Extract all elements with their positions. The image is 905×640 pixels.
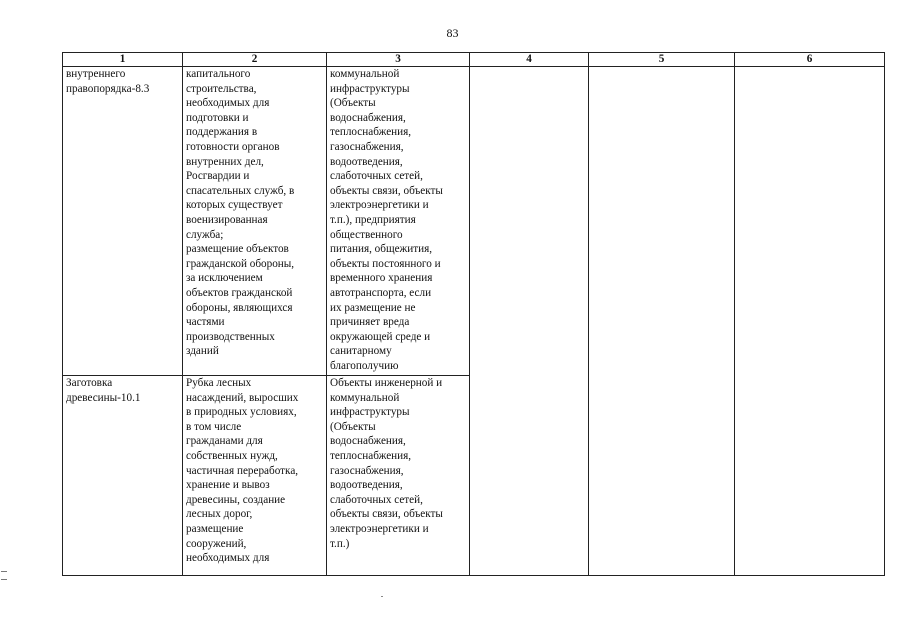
column-header-2: 2 <box>183 53 327 67</box>
table-cell-use-description <box>183 376 327 576</box>
table-cell-use-description <box>183 67 327 376</box>
table-cell-col5 <box>589 67 735 576</box>
table-cell-col4 <box>470 67 589 576</box>
cell-text: Рубка лесных насаждений, выросших в природных условиях, в том числе гражданами для собственных нужд, частичная переработка, хранение и вывоз древесины, создание лесных дорог, размещение сооружений, необходимых для <box>186 377 299 565</box>
cell-text: внутреннего правопорядка-8.3 <box>66 68 150 95</box>
table-cell-use-name <box>63 376 183 576</box>
cell-text: Объекты инженерной и коммунальной инфраструктуры (Объекты водоснабжения, теплоснабжения, газоснабжения, водоотведения, слаботочных сетей, объекты связи, объекты электроэнергетики и т.п.) <box>330 377 443 550</box>
scan-dot-mark <box>381 596 383 597</box>
table-cell-use-name <box>63 67 183 376</box>
land-use-table <box>62 52 885 576</box>
column-header-6: 6 <box>735 53 885 67</box>
table-cell-auxiliary-uses <box>327 67 470 376</box>
table-header-row <box>63 53 885 67</box>
page-number: 83 <box>446 26 459 40</box>
table-row <box>63 67 885 376</box>
scan-edge-mark <box>1 571 7 580</box>
column-header-3: 3 <box>327 53 470 67</box>
cell-text: капитального строительства, необходимых для подготовки и поддержания в готовности органов внутренних дел, Росгвардии и спасательных служб, в которых существует военизированная служба; размещение объектов гражданской обороны, за исключением объектов гражданской обороны, являющихся частями производственных зданий <box>186 68 295 358</box>
cell-text: Заготовка древесины-10.1 <box>66 377 141 404</box>
column-header-4: 4 <box>470 53 589 67</box>
column-header-1: 1 <box>63 53 183 67</box>
cell-text: коммунальной инфраструктуры (Объекты водоснабжения, теплоснабжения, газоснабжения, водоотведения, слаботочных сетей, объекты связи, объекты электроэнергетики и т.п.), предприятия общественного питания, общежития, объекты постоянного и временного хранения автотранспорта, если их размещение не причиняет вреда окружающей среде и санитарному благополучию <box>330 68 443 372</box>
column-header-5: 5 <box>589 53 735 67</box>
table-cell-auxiliary-uses <box>327 376 470 576</box>
table-cell-col6 <box>735 67 885 576</box>
